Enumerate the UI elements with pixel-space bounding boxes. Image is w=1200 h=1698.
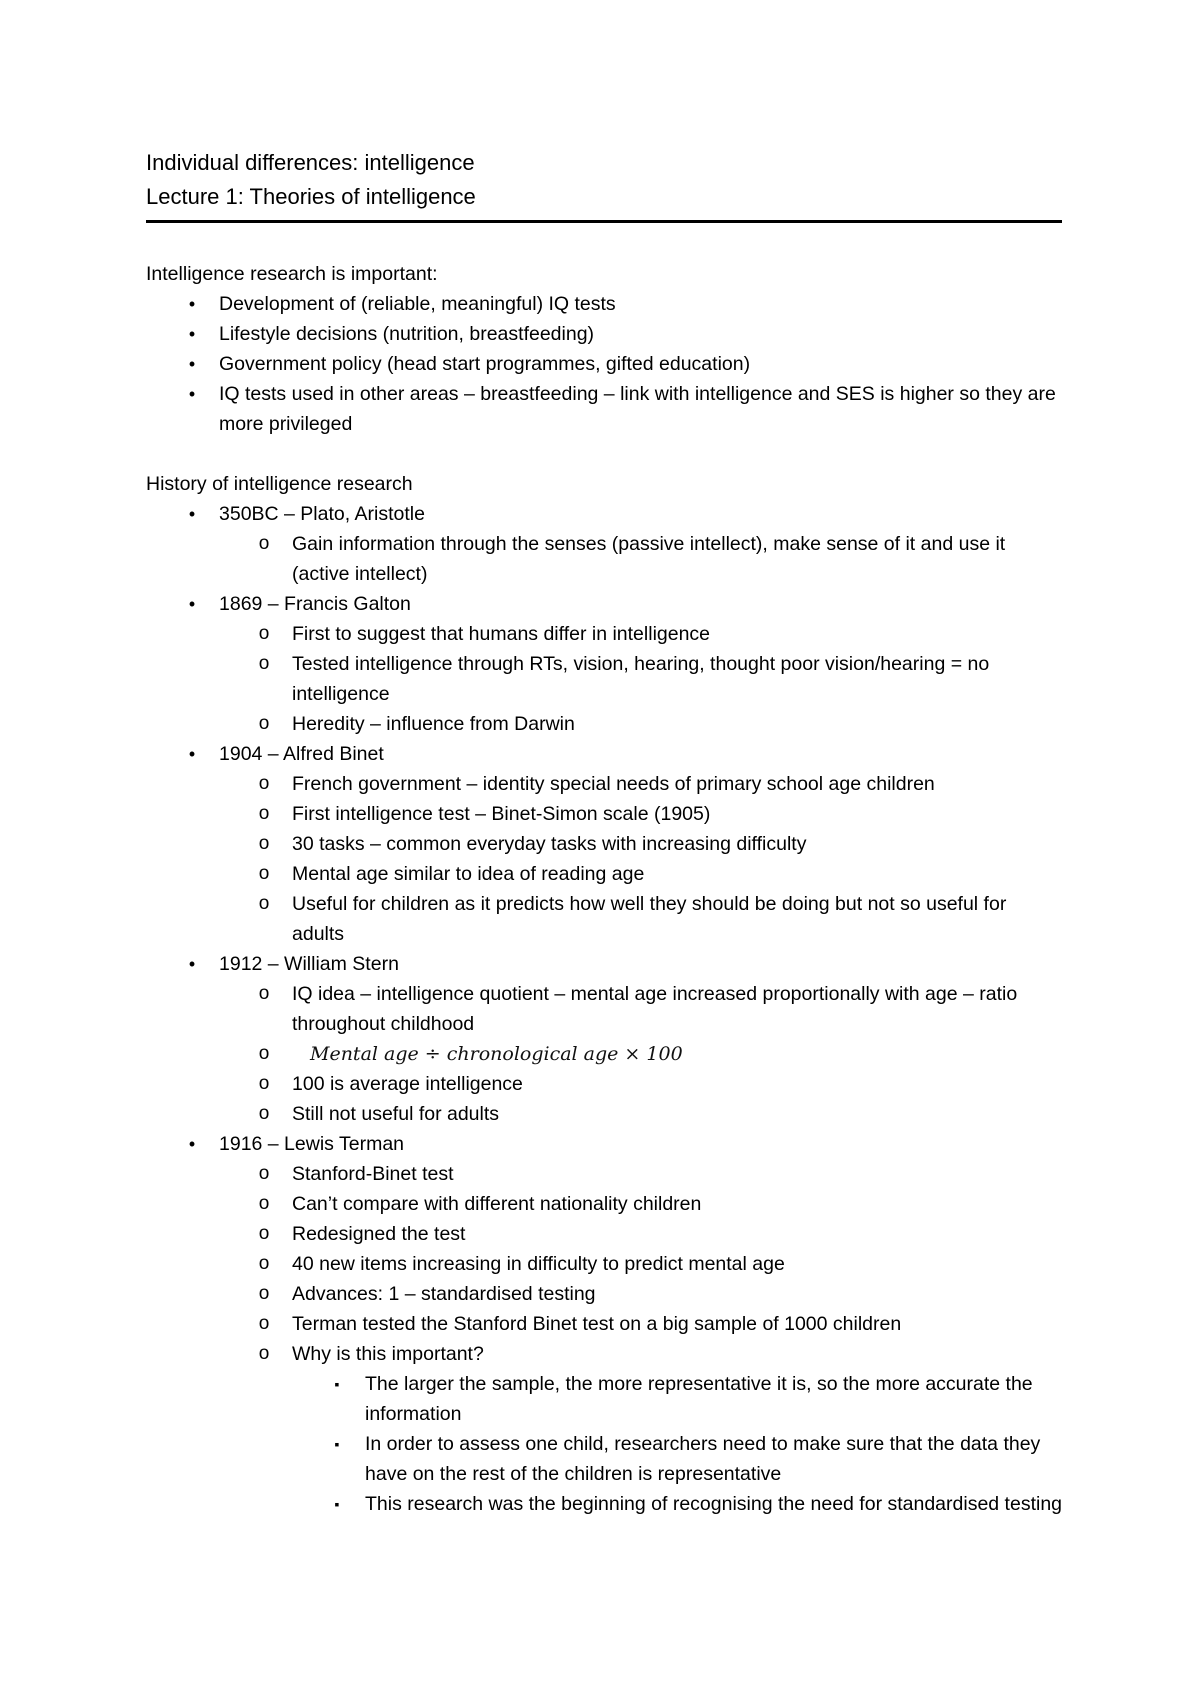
sub-list-item: o Tested intelligence through RTs, vision, hearing, thought poor vision/hearing = no intelligence [146, 649, 1062, 709]
circle-bullet-icon: o [258, 653, 270, 674]
list-item: • Government policy (head start programmes, gifted education) [146, 349, 1062, 379]
sub-list-item: o French government – identity special needs of primary school age children [146, 769, 1062, 799]
list-item-galton: • 1869 – Francis Galton [146, 589, 1062, 619]
circle-bullet-icon: o [258, 1043, 270, 1064]
section-heading: History of intelligence research [146, 473, 413, 495]
circle-bullet-icon: o [258, 893, 270, 914]
circle-bullet-icon: o [258, 983, 270, 1004]
sub-list-item: o 100 is average intelligence [146, 1069, 1062, 1099]
circle-bullet-icon: o [258, 1343, 270, 1364]
list-item-binet: • 1904 – Alfred Binet [146, 739, 1062, 769]
sub-sub-list-item: ▪ This research was the beginning of recognising the need for standardised testing [146, 1489, 1062, 1519]
list-item-terman: • 1916 – Lewis Terman [146, 1129, 1062, 1159]
sub-list-item: o Still not useful for adults [146, 1099, 1062, 1129]
document-title: Individual differences: intelligence [146, 150, 475, 175]
circle-bullet-icon: o [258, 1193, 270, 1214]
square-bullet-icon: ▪ [334, 1376, 340, 1392]
sub-list-item: o Heredity – influence from Darwin [146, 709, 1062, 739]
circle-bullet-icon: o [258, 623, 270, 644]
circle-bullet-icon: o [258, 713, 270, 734]
bullet-icon: • [188, 354, 196, 374]
iq-formula: Mental age ÷ chronological age × 100 [310, 1043, 683, 1065]
circle-bullet-icon: o [258, 1283, 270, 1304]
bullet-icon: • [188, 954, 196, 974]
circle-bullet-icon: o [258, 533, 270, 554]
sub-list-item: o Stanford-Binet test [146, 1159, 1062, 1189]
bullet-icon: • [188, 324, 196, 344]
sub-list-item: o First to suggest that humans differ in intelligence [146, 619, 1062, 649]
sub-list-item: o 30 tasks – common everyday tasks with increasing difficulty [146, 829, 1062, 859]
list-item-plato: • 350BC – Plato, Aristotle [146, 499, 1062, 529]
bullet-icon: • [188, 294, 196, 314]
sub-list-item: o Redesigned the test [146, 1219, 1062, 1249]
sub-list-item: o Gain information through the senses (passive intellect), make sense of it and use it (active intellect) [146, 529, 1062, 589]
sub-list-item [146, 1039, 1062, 1069]
square-bullet-icon: ▪ [334, 1496, 340, 1512]
sub-list-item: o Advances: 1 – standardised testing [146, 1279, 1062, 1309]
bullet-icon: • [188, 594, 196, 614]
sub-sub-list-item: ▪ In order to assess one child, researchers need to make sure that the data they have on the rest of the children is representative [146, 1429, 1062, 1489]
list-item: • Lifestyle decisions (nutrition, breastfeeding) [146, 319, 1062, 349]
list-item: • Development of (reliable, meaningful) IQ tests [146, 289, 1062, 319]
circle-bullet-icon: o [258, 1313, 270, 1334]
title-underline [146, 220, 1062, 223]
sub-list-item: o Terman tested the Stanford Binet test on a big sample of 1000 children [146, 1309, 1062, 1339]
document-page [146, 146, 1062, 1549]
circle-bullet-icon: o [258, 1253, 270, 1274]
list-item-stern: • 1912 – William Stern [146, 949, 1062, 979]
list-item: • IQ tests used in other areas – breastfeeding – link with intelligence and SES is higher so they are more privileged [146, 379, 1062, 439]
sub-list-item: o Mental age similar to idea of reading age [146, 859, 1062, 889]
section-importance [146, 259, 1062, 439]
sub-list-item: o IQ idea – intelligence quotient – mental age increased proportionally with age – ratio throughout childhood [146, 979, 1062, 1039]
bullet-list [146, 499, 1062, 1519]
sub-list-item: o Can’t compare with different nationality children [146, 1189, 1062, 1219]
circle-bullet-icon: o [258, 833, 270, 854]
lecture-title: Lecture 1: Theories of intelligence [146, 184, 476, 209]
sub-sub-list-item: ▪ The larger the sample, the more representative it is, so the more accurate the information [146, 1369, 1062, 1429]
square-bullet-icon: ▪ [334, 1436, 340, 1452]
section-history [146, 469, 1062, 1519]
bullet-icon: • [188, 504, 196, 524]
bullet-list [146, 289, 1062, 439]
circle-bullet-icon: o [258, 863, 270, 884]
sub-list-item: o Useful for children as it predicts how well they should be doing but not so useful for adults [146, 889, 1062, 949]
circle-bullet-icon: o [258, 773, 270, 794]
bullet-icon: • [188, 744, 196, 764]
circle-bullet-icon: o [258, 1223, 270, 1244]
sub-list-item: o Why is this important? [146, 1339, 1062, 1369]
circle-bullet-icon: o [258, 1073, 270, 1094]
sub-list-item: o 40 new items increasing in difficulty to predict mental age [146, 1249, 1062, 1279]
circle-bullet-icon: o [258, 1163, 270, 1184]
sub-list-item: o First intelligence test – Binet-Simon scale (1905) [146, 799, 1062, 829]
bullet-icon: • [188, 384, 196, 404]
circle-bullet-icon: o [258, 1103, 270, 1124]
bullet-icon: • [188, 1134, 196, 1154]
circle-bullet-icon: o [258, 803, 270, 824]
section-heading: Intelligence research is important: [146, 263, 438, 285]
